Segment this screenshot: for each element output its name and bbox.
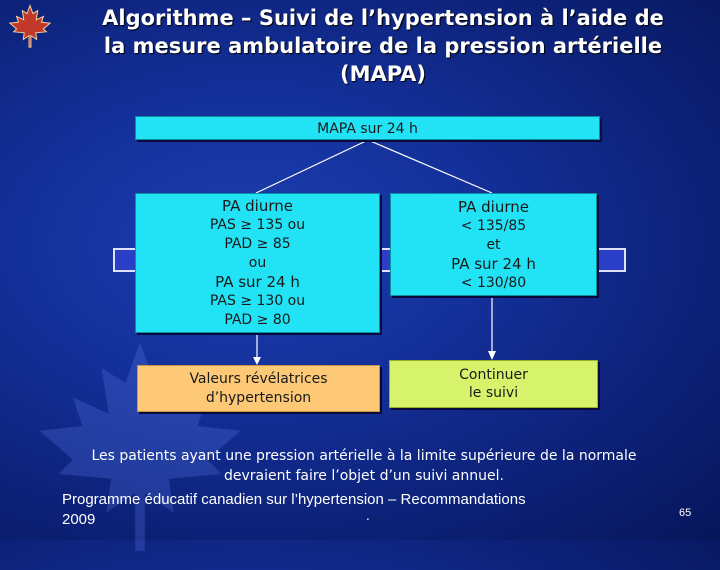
mapa-24h-label: MAPA sur 24 h <box>317 121 418 137</box>
criteria-line: PAD ≥ 80 <box>224 312 291 328</box>
continue-followup-box <box>389 360 598 408</box>
normal-criteria-box <box>390 193 597 296</box>
result-line: Continuer <box>459 367 528 383</box>
note-line-2: devraient faire l’objet d’un suivi annuel. <box>224 468 504 484</box>
note-line-1: Les patients ayant une pression artérielle à la limite supérieure de la normale <box>91 448 637 464</box>
criteria-line: PA sur 24 h <box>215 273 300 291</box>
elevated-criteria-box <box>135 193 380 333</box>
result-line: Valeurs révélatrices <box>189 371 328 387</box>
criteria-line: ou <box>248 255 267 271</box>
criteria-line: < 130/80 <box>460 275 527 291</box>
page-number: 65 <box>679 507 692 519</box>
criteria-line: PAD ≥ 85 <box>224 236 291 252</box>
criteria-line: PA diurne <box>222 197 293 215</box>
followup-note <box>28 446 700 486</box>
footer-line-1: Programme éducatif canadien sur l’hypertension – Recommandations <box>62 491 526 508</box>
arrow-left-head <box>253 357 261 365</box>
result-line: d’hypertension <box>205 390 312 406</box>
source-footer <box>62 490 642 530</box>
criteria-line: PAS ≥ 135 ou <box>209 217 306 233</box>
footer-dot: . <box>366 509 370 523</box>
criteria-line: PAS ≥ 130 ou <box>209 293 306 309</box>
criteria-line: < 135/85 <box>460 218 527 234</box>
title-line-1: Algorithme – Suivi de l’hypertension à l’aide de <box>102 6 664 30</box>
connector-top-left <box>256 140 368 193</box>
decorative-bar-right <box>596 248 626 272</box>
connector-top-right <box>368 140 492 193</box>
criteria-line: et <box>486 237 501 253</box>
title-line-3: (MAPA) <box>339 62 427 86</box>
result-line: le suivi <box>468 385 519 401</box>
criteria-line: PA sur 24 h <box>451 255 536 273</box>
criteria-line: PA diurne <box>458 198 529 216</box>
footer-line-2: 2009 <box>62 511 96 528</box>
title-line-2: la mesure ambulatoire de la pression artérielle <box>103 34 663 58</box>
hypertension-result-box <box>137 365 380 412</box>
arrow-right-head <box>488 351 496 360</box>
mapa-24h-box <box>135 116 600 140</box>
